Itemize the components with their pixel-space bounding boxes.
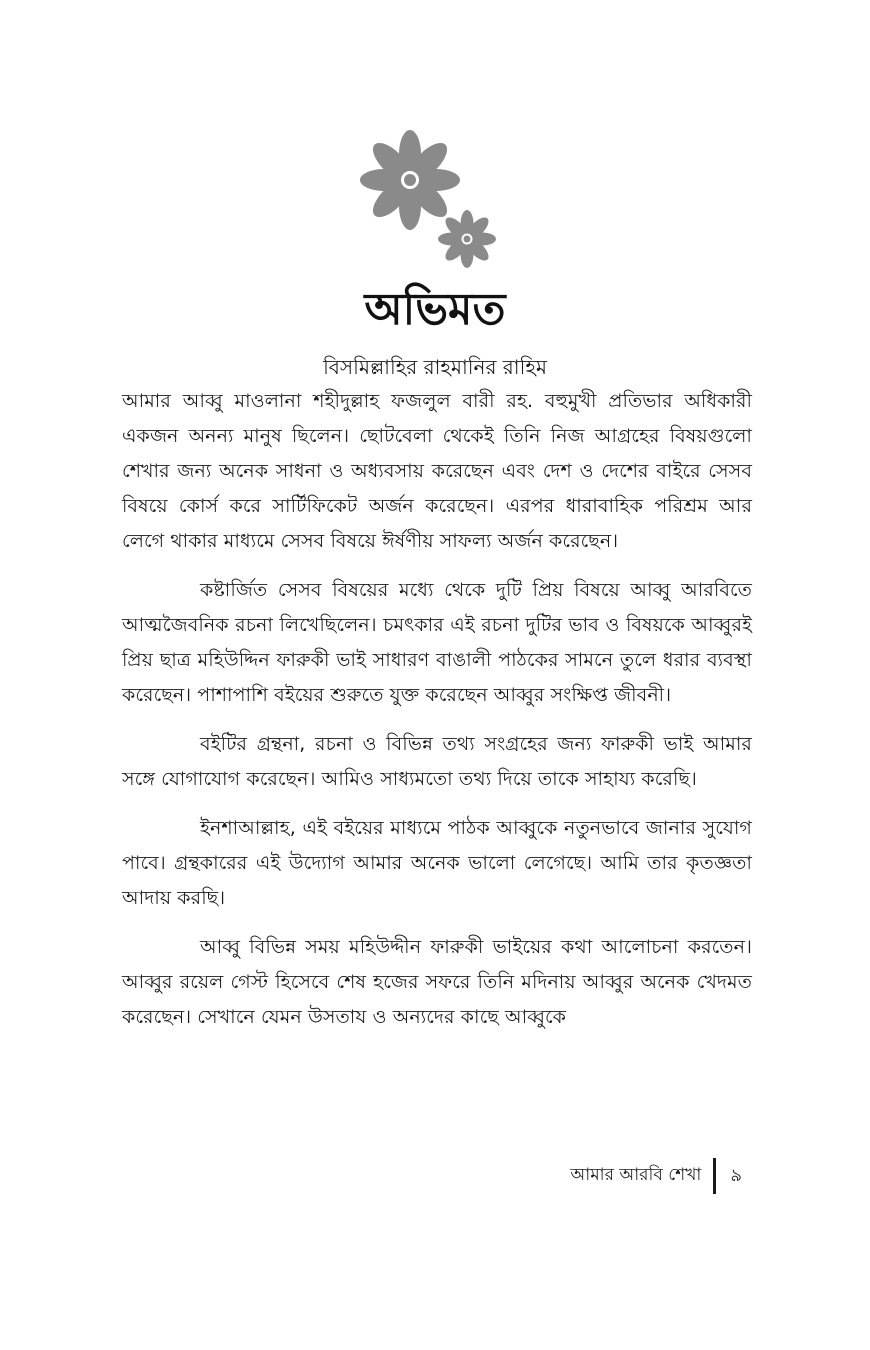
page-number: ৯: [730, 1164, 742, 1186]
paragraph-4: ইনশাআল্লাহ, এই বইয়ের মাধ্যমে পাঠক আব্বুকে নতুনভাবে জানার সুযোগ পাবে। গ্রন্থকারের এই উদ্যোগ আমার অনেক ভালো লেগেছে। আমি তার কৃতজ্ঞতা আদায় করছি।: [122, 817, 752, 909]
page-footer: [570, 1158, 742, 1194]
page-title: অভিমত: [364, 284, 506, 335]
bismillah-heading: বিসমিল্লাহির রাহমানির রাহিম: [323, 355, 547, 379]
small-flower-icon: [438, 210, 496, 268]
paragraph-3: বইটির গ্রন্থনা, রচনা ও বিভিন্ন তথ্য সংগ্রহের জন্য ফারুকী ভাই আমার সঙ্গে যোগাযোগ করেছেন। আমিও সাধ্যমতো তথ্য দিয়ে তাকে সাহায্য করেছি।: [122, 733, 752, 790]
opinion-body: [122, 384, 752, 1049]
flower-ornament-icon: [350, 120, 510, 280]
large-flower-icon: [360, 130, 460, 230]
paragraph-5: আব্বু বিভিন্ন সময় মহিউদ্দীন ফারুকী ভাইয়ের কথা আলোচনা করতেন। আব্বুর রয়েল গেস্ট হিসেবে শেষ হজের সফরে তিনি মদিনায় আব্বুর অনেক খেদমত করেছেন। সেখানে যেমন উসতায ও অন্যদের কাছে আব্বুকে: [122, 936, 752, 1028]
paragraph-1: আমার আব্বু মাওলানা শহীদুল্লাহ ফজলুল বারী রহ. বহুমুখী প্রতিভার অধিকারী একজন অনন্য মানুষ ছিলেন। ছোটবেলা থেকেই তিনি নিজ আগ্রহের বিষয়গুলো শেখার জন্য অনেক সাধনা ও অধ্যবসায় করেছেন এবং দেশ ও দেশের বাইরে সেসব বিষয়ে কোর্স করে সার্টিফিকেট অর্জন করেছেন। এরপর ধারাবাহিক পরিশ্রম আর লেগে থাকার মাধ্যমে সেসব বিষয়ে ঈর্ষণীয় সাফল্য অর্জন করেছেন।: [122, 390, 752, 552]
footer-book-title: আমার আরবি শেখা: [570, 1165, 702, 1185]
paragraph-2: কষ্টার্জিত সেসব বিষয়ের মধ্যে থেকে দুটি প্রিয় বিষয়ে আব্বু আরবিতে আত্মজৈবনিক রচনা লিখেছিলেন। চমৎকার এই রচনা দুটির ভাব ও বিষয়কে আব্বুরই প্রিয় ছাত্র মহিউদ্দিন ফারুকী ভাই সাধারণ বাঙালী পাঠকের সামনে তুলে ধরার ব্যবস্থা করেছেন। পাশাপাশি বইয়ের শুরুতে যুক্ত করেছেন আব্বুর সংক্ষিপ্ত জীবনী।: [122, 579, 752, 706]
